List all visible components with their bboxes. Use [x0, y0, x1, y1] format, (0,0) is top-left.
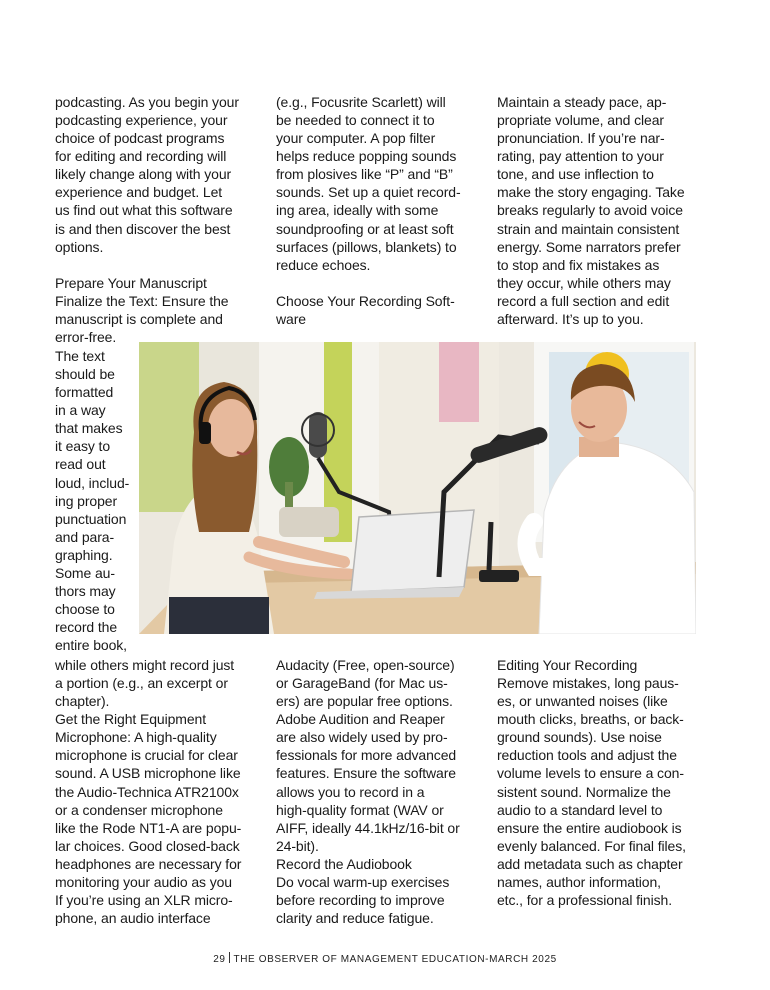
- text-line: pronunciation. If you’re nar-: [497, 130, 665, 147]
- text-line: experience and budget. Let: [55, 184, 223, 201]
- text-line: headphones are necessary for: [55, 855, 242, 872]
- text-line: energy. Some narrators prefer: [497, 238, 681, 255]
- text-line: Get the Right Equipment: [55, 711, 207, 728]
- text-line: in a way: [55, 402, 106, 419]
- text-line: mouth clicks, breaths, or back-: [497, 711, 684, 728]
- text-line: Maintain a steady pace, ap-: [497, 94, 667, 110]
- text-line: names, author information,: [497, 873, 661, 890]
- text-line: a portion (e.g., an excerpt or: [55, 675, 228, 692]
- text-line: choose to: [55, 601, 115, 617]
- text-line: podcasting. As you begin your: [55, 94, 239, 110]
- text-line: they occur, while others may: [497, 274, 671, 291]
- text-line: choice of podcast programs: [55, 130, 225, 147]
- text-line: Remove mistakes, long paus-: [497, 675, 679, 692]
- text-line: If you’re using an XLR micro-: [55, 891, 233, 908]
- text-line: formatted: [55, 384, 114, 401]
- text-line: reduce echoes.: [276, 256, 371, 273]
- podcast-recording-photo: [139, 342, 696, 634]
- text-line: us find out what this software: [55, 202, 233, 219]
- text-line: Some au-: [55, 564, 115, 581]
- text-line: Microphone: A high-quality: [55, 729, 217, 746]
- text-line: AIFF, ideally 44.1kHz/16-bit or: [276, 819, 460, 836]
- text-line: Audacity (Free, open-source): [276, 657, 455, 673]
- text-line: while others might record just: [55, 657, 235, 673]
- text-line: etc., for a professional finish.: [497, 891, 672, 908]
- text-line: Finalize the Text: Ensure the: [55, 292, 229, 309]
- text-line: before recording to improve: [276, 891, 445, 908]
- text-line: volume levels to ensure a con-: [497, 765, 684, 782]
- text-line: are also widely used by pro-: [276, 729, 448, 746]
- text-line: graphing.: [55, 546, 113, 563]
- text-line: Choose Your Recording Soft-: [276, 292, 455, 309]
- text-line: read out: [55, 456, 106, 473]
- text-line: The text: [55, 348, 105, 364]
- text-line: soundproofing or at least soft: [276, 220, 454, 237]
- text-line: surfaces (pillows, blankets) to: [276, 238, 457, 255]
- text-line: and para-: [55, 528, 115, 545]
- text-line: should be: [55, 366, 115, 383]
- text-line: is and then discover the best: [55, 220, 231, 237]
- text-line: options.: [55, 238, 104, 255]
- text-line: ing proper: [55, 492, 118, 509]
- page-number: 29: [213, 954, 226, 965]
- text-line: ing area, ideally with some: [276, 202, 439, 219]
- text-line: chapter).: [55, 693, 110, 710]
- text-line: for editing and recording will: [55, 148, 227, 165]
- text-line: ground sounds). Use noise: [497, 729, 662, 746]
- text-line: evenly balanced. For final files,: [497, 837, 686, 854]
- text-line: sounds. Set up a quiet record-: [276, 184, 461, 201]
- text-line: thors may: [55, 582, 116, 599]
- text-line: Prepare Your Manuscript: [55, 274, 207, 291]
- text-line: fessionals for more advanced: [276, 747, 457, 764]
- text-line: strain and maintain consistent: [497, 220, 680, 237]
- text-line: manuscript is complete and: [55, 310, 223, 327]
- text-line: clarity and reduce fatigue.: [276, 910, 434, 926]
- text-line: punctuation: [55, 510, 127, 527]
- text-line: be needed to connect it to: [276, 112, 435, 129]
- footer-divider: [229, 952, 230, 963]
- text-line: record a full section and edit: [497, 292, 670, 309]
- text-line: sistent sound. Normalize the: [497, 783, 671, 800]
- text-line: breaks regularly to avoid voice: [497, 202, 683, 219]
- text-line: to stop and fix mistakes as: [497, 256, 660, 273]
- text-line: the Audio-Technica ATR2100x: [55, 783, 239, 800]
- text-line: error-free.: [55, 328, 117, 345]
- issue-date: MARCH 2025: [489, 954, 557, 965]
- text-line: from plosives like “P” and “B”: [276, 166, 453, 183]
- text-line: ensure the entire audiobook is: [497, 819, 682, 836]
- text-line: Record the Audiobook: [276, 855, 412, 872]
- text-line: monitoring your audio as you: [55, 873, 232, 890]
- text-line: entire book,: [55, 637, 127, 654]
- text-line: allows you to record in a: [276, 783, 425, 800]
- footer-dash: -: [485, 954, 490, 965]
- text-line: record the: [55, 619, 118, 635]
- text-line: Editing Your Recording: [497, 657, 638, 673]
- text-line: ware: [276, 310, 306, 327]
- text-line: loud, includ-: [55, 474, 130, 491]
- text-line: microphone is crucial for clear: [55, 747, 238, 764]
- publication-name: THE OBSERVER OF MANAGEMENT EDUCATION: [233, 954, 486, 965]
- text-line: or GarageBand (for Mac us-: [276, 675, 448, 692]
- text-line: reduction tools and adjust the: [497, 747, 677, 764]
- text-line: it easy to: [55, 438, 111, 455]
- text-line: make the story engaging. Take: [497, 184, 685, 201]
- text-line: features. Ensure the software: [276, 765, 456, 782]
- text-line: es, or unwanted noises (like: [497, 693, 668, 710]
- text-line: your computer. A pop filter: [276, 130, 436, 147]
- text-line: helps reduce popping sounds: [276, 148, 457, 165]
- text-line: podcasting experience, your: [55, 112, 228, 129]
- text-line: 24-bit).: [276, 837, 319, 854]
- text-line: tone, and use inflection to: [497, 166, 654, 183]
- text-line: high-quality format (WAV or: [276, 801, 444, 818]
- text-line: sound. A USB microphone like: [55, 765, 241, 782]
- text-line: afterward. It’s up to you.: [497, 310, 644, 327]
- text-line: ers) are popular free options.: [276, 693, 453, 710]
- text-line: like the Rode NT1-A are popu-: [55, 819, 242, 836]
- text-line: (e.g., Focusrite Scarlett) will: [276, 94, 446, 110]
- text-line: phone, an audio interface: [55, 910, 211, 926]
- text-line: add metadata such as chapter: [497, 855, 683, 872]
- text-line: rating, pay attention to your: [497, 148, 664, 165]
- text-line: lar choices. Good closed-back: [55, 837, 240, 854]
- text-line: or a condenser microphone: [55, 801, 223, 818]
- text-line: Adobe Audition and Reaper: [276, 711, 445, 728]
- text-line: Do vocal warm-up exercises: [276, 873, 450, 890]
- text-line: audio to a standard level to: [497, 801, 663, 818]
- text-line: likely change along with your: [55, 166, 232, 183]
- text-line: that makes: [55, 420, 123, 437]
- text-line: propriate volume, and clear: [497, 112, 664, 129]
- page-footer: [0, 952, 770, 965]
